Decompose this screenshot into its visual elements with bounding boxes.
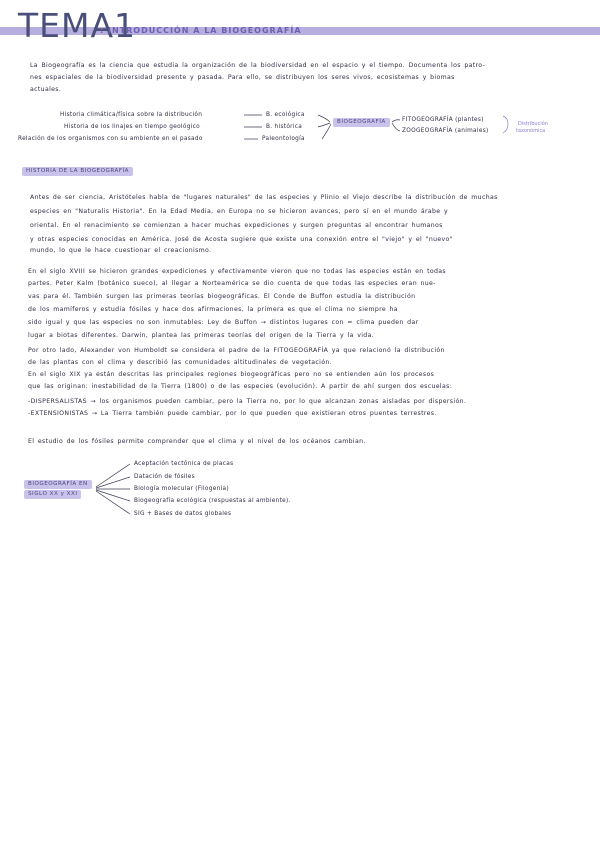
history-p2-line: lugar a biotas diferentes. Darwin, plantea las primeras teorías del origen de la Tierra y la vida. xyxy=(28,332,375,339)
history-p2-line: de las plantas con el clima y describió las comunidades altitudinales de vegetación. xyxy=(28,359,332,366)
page-subtitle: : INTRODUCCIÓN A LA BIOGEOGRAFÍA xyxy=(100,26,302,35)
intro-line-2: nes espaciales de la biodiversidad presente y pasada. Para ello, se distribuyen los seres vivos, ecosistemas y biomas xyxy=(30,74,455,81)
brace-line xyxy=(503,116,508,133)
page-title: TEMA1 xyxy=(18,6,137,45)
history-p2-line: sido igual y que las especies no son inmutables: Ley de Buffon → distintos lugares con = clima pueden dar xyxy=(28,319,419,326)
intro-line-3: actuales. xyxy=(30,86,62,93)
history-p2-line: vas para él. También surgen las primeras teorías biogeográficas. El Conde de Buffon estudia la distribución xyxy=(28,293,416,300)
diagram2-item: SIG + Bases de datos globales xyxy=(134,511,232,517)
diagram1-left-3: Relación de los organismos con su ambiente en el pasado xyxy=(18,136,203,142)
connector-line xyxy=(322,124,331,139)
diagram2-tag-line-1: BIOGEOGRAFÍA EN xyxy=(24,480,92,489)
connector-line xyxy=(318,123,330,127)
history-p3-line: El estudio de los fósiles permite comprender que el clima y el nivel de los océanos cambian. xyxy=(28,438,366,445)
history-p2-line: Por otro lado, Alexander von Humboldt se considera el padre de la FITOGEOGRAFÍA ya que relacionó la distribución xyxy=(28,347,445,354)
history-p1-line: y otras especies conocidas en América. José de Acosta sugiere que existe una conexión entre el "viejo" y el "nuevo" xyxy=(30,236,453,243)
history-p2-line: partes. Peter Kalm (botánico sueco), al llegar a Norteamérica se dio cuenta de que todas las especies eran nue- xyxy=(28,280,436,287)
history-p1-line: Antes de ser ciencia, Aristóteles habla de "lugares naturales" de las especies y Plinio el Viejo describe la distribución de muchas xyxy=(30,194,498,201)
diagram2-item: Biología molecular (Filogenia) xyxy=(134,486,229,492)
diagram2-tag-line-2: SIGLO XX y XXI xyxy=(24,490,81,499)
history-p2-line: -DISPERSALISTAS → los organismos pueden cambiar, pero la Tierra no, por lo que alcanzan zonas aisladas por dispersión. xyxy=(28,398,467,405)
diagram1-note-1: Distribución xyxy=(518,121,548,127)
connector-line xyxy=(96,464,130,487)
history-p1-line: oriental. En el renacimiento se comienzan a hacer muchas expediciones y surgen preguntas al encontrar humanos xyxy=(30,222,443,229)
diagram1-left-1: Historia climática/física sobre la distribución xyxy=(60,112,203,118)
connector-line xyxy=(96,490,130,501)
diagram1-mid-2: B. histórica xyxy=(266,124,303,130)
diagram1-right-2: ZOOGEOGRAFÍA (animales) xyxy=(402,128,489,134)
diagram1-left-2: Historia de los linajes en tiempo geológico xyxy=(64,124,200,130)
connector-line xyxy=(392,120,400,122)
connector-line xyxy=(96,477,130,488)
diagram1-mid-1: B. ecológica xyxy=(266,112,305,118)
history-p1-line: mundo, lo que le hace cuestionar el creacionismo. xyxy=(30,247,212,254)
connector-line xyxy=(392,123,400,131)
history-p2-line: de los mamíferos y estudia fósiles y hace dos afirmaciones, la primera es que el clima no siempre ha xyxy=(28,306,398,313)
connector-line xyxy=(96,491,130,514)
diagram1-center-tag: BIOGEOGRAFÍA xyxy=(333,118,390,127)
diagram1-mid-3: Paleontología xyxy=(262,136,305,142)
history-p1-line: especies en "Naturalis Historia". En la Edad Media, en Europa no se hicieron avances, pero sí en el mundo árabe y xyxy=(30,208,448,215)
history-p2-line: En el siglo XVIII se hicieron grandes expediciones y efectivamente vieron que no todas las especies están en todas xyxy=(28,268,447,275)
intro-line-1: La Biogeografía es la ciencia que estudia la organización de la biodiversidad en el espacio y el tiempo. Documenta los patro- xyxy=(30,62,486,69)
history-p2-line: que las originan: inestabilidad de la Tierra (1800) o de las especies (evolución). A partir de ahí surgen dos escuelas: xyxy=(28,383,453,390)
diagram1-right-1: FITOGEOGRAFÍA (plantes) xyxy=(402,117,484,123)
diagram2-item: Aceptación tectónica de placas xyxy=(134,461,234,467)
diagram2-item: Datación de fósiles xyxy=(134,474,195,480)
history-p2-line: En el siglo XIX ya están descritas las principales regiones biogeográficas pero no se entienden aún los procesos xyxy=(28,371,435,378)
section-tag-history: HISTORIA DE LA BIOGEOGRAFÍA xyxy=(22,167,133,176)
diagram2-item: Biogeografía ecológica (respuestas al ambiente). xyxy=(134,498,291,504)
diagram1-note-2: taxonómica xyxy=(516,128,546,134)
connector-line xyxy=(318,115,330,122)
history-p2-line: -EXTENSIONISTAS → La Tierra también puede cambiar, por lo que pueden que existieran otros puentes terrestres. xyxy=(28,410,437,417)
